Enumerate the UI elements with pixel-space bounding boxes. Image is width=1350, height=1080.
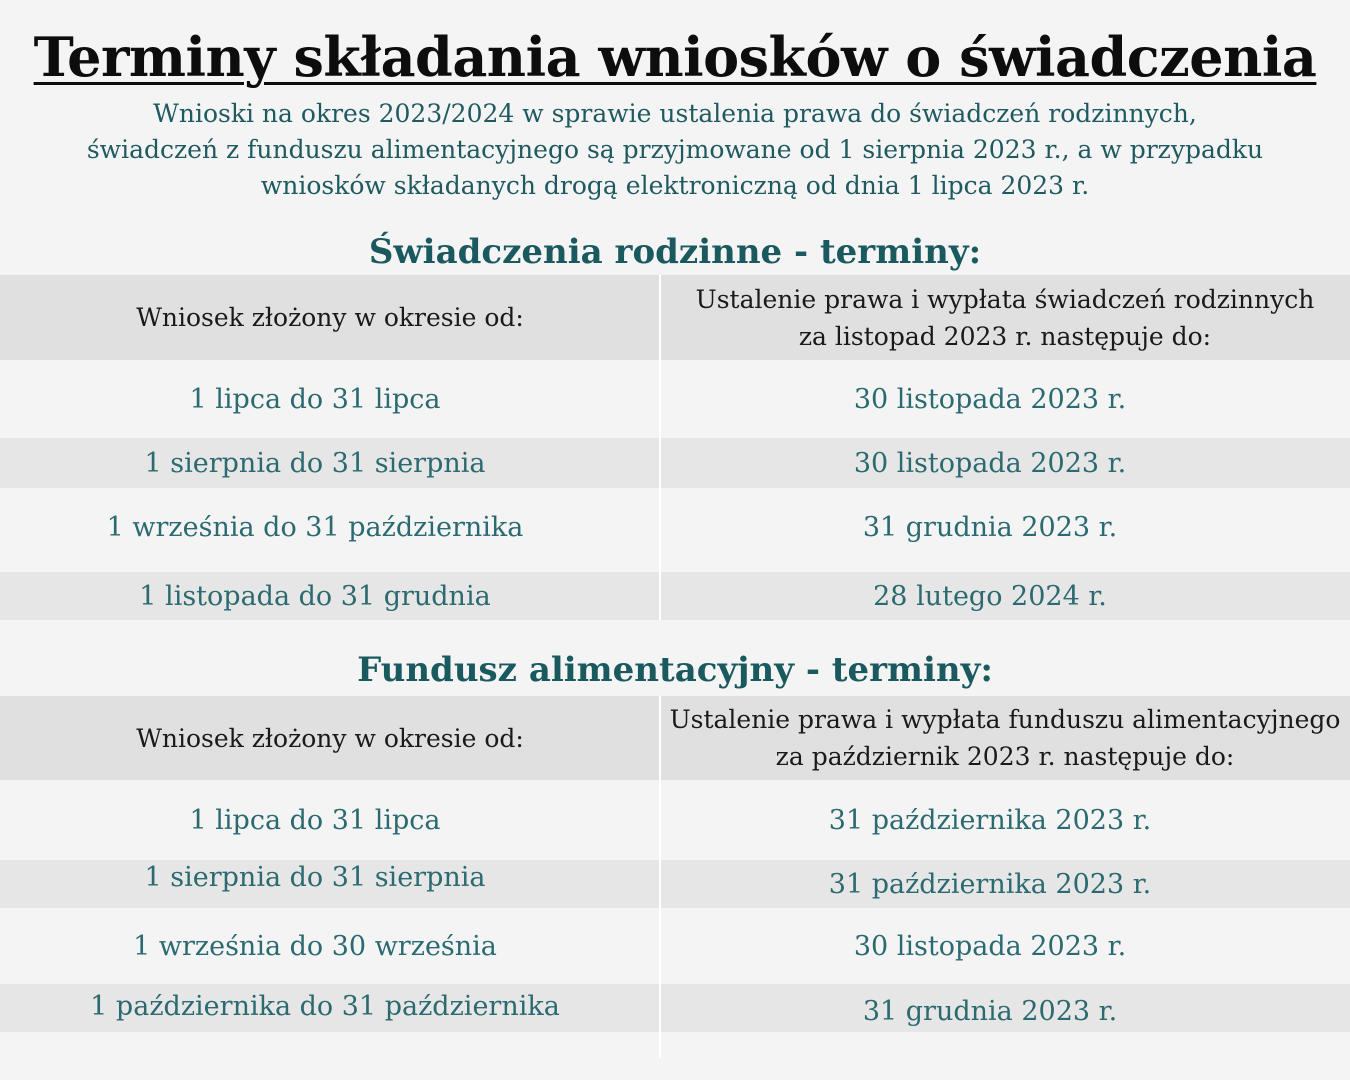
table-header-row <box>0 275 1350 360</box>
deadline-cell: 30 listopada 2023 r. <box>853 383 1127 415</box>
column-header-deadline: Ustalenie prawa i wypłata świadczeń rodzinnych za listopad 2023 r. następuje do: <box>695 284 1315 351</box>
table-row <box>0 984 1350 1032</box>
intro-text <box>75 96 1275 204</box>
table-row <box>0 908 1350 984</box>
column-divider <box>659 275 661 620</box>
intro-line: wniosków składanych drogą elektroniczną od dnia 1 lipca 2023 r. <box>260 171 1090 200</box>
deadline-cell: 31 grudnia 2023 r. <box>862 995 1118 1027</box>
deadline-cell: 31 grudnia 2023 r. <box>862 511 1118 543</box>
intro-line: Wnioski na okres 2023/2024 w sprawie ustalenia prawa do świadczeń rodzinnych, <box>153 99 1197 128</box>
period-cell: 1 lipca do 31 lipca <box>189 383 441 415</box>
table-row <box>0 438 1350 488</box>
period-cell: 1 lipca do 31 lipca <box>189 804 441 836</box>
period-cell: 1 października do 31 października <box>90 990 560 1022</box>
column-header-period: Wniosek złożony w okresie od: <box>136 723 524 753</box>
intro-line: świadczeń z funduszu alimentacyjnego są przyjmowane od 1 sierpnia 2023 r., a w przypadku <box>86 135 1264 164</box>
alimony-section-heading: Fundusz alimentacyjny - terminy: <box>357 650 993 690</box>
column-header-deadline: Ustalenie prawa i wypłata funduszu alimentacyjnego za październik 2023 r. następuje do: <box>669 705 1341 771</box>
deadline-cell: 30 listopada 2023 r. <box>853 447 1127 479</box>
table-row <box>0 572 1350 620</box>
column-divider <box>659 696 661 1058</box>
page-title: Terminy składania wniosków o świadczenia <box>33 25 1317 89</box>
deadline-cell: 31 października 2023 r. <box>828 868 1152 900</box>
table-header-row <box>0 696 1350 780</box>
table-row <box>0 780 1350 860</box>
deadline-cell: 28 lutego 2024 r. <box>873 580 1107 612</box>
table-row <box>0 360 1350 438</box>
deadline-cell: 30 listopada 2023 r. <box>853 930 1127 962</box>
period-cell: 1 listopada do 31 grudnia <box>139 580 491 612</box>
table-row <box>0 860 1350 908</box>
table-row <box>0 488 1350 572</box>
family-section-heading: Świadczenia rodzinne - terminy: <box>368 232 982 272</box>
period-cell: 1 sierpnia do 31 sierpnia <box>144 447 486 479</box>
period-cell: 1 września do 31 października <box>106 511 524 543</box>
period-cell: 1 września do 30 września <box>133 930 497 962</box>
period-cell: 1 sierpnia do 31 sierpnia <box>144 861 486 893</box>
column-header-period: Wniosek złożony w okresie od: <box>136 303 524 332</box>
deadline-cell: 31 października 2023 r. <box>828 804 1152 836</box>
